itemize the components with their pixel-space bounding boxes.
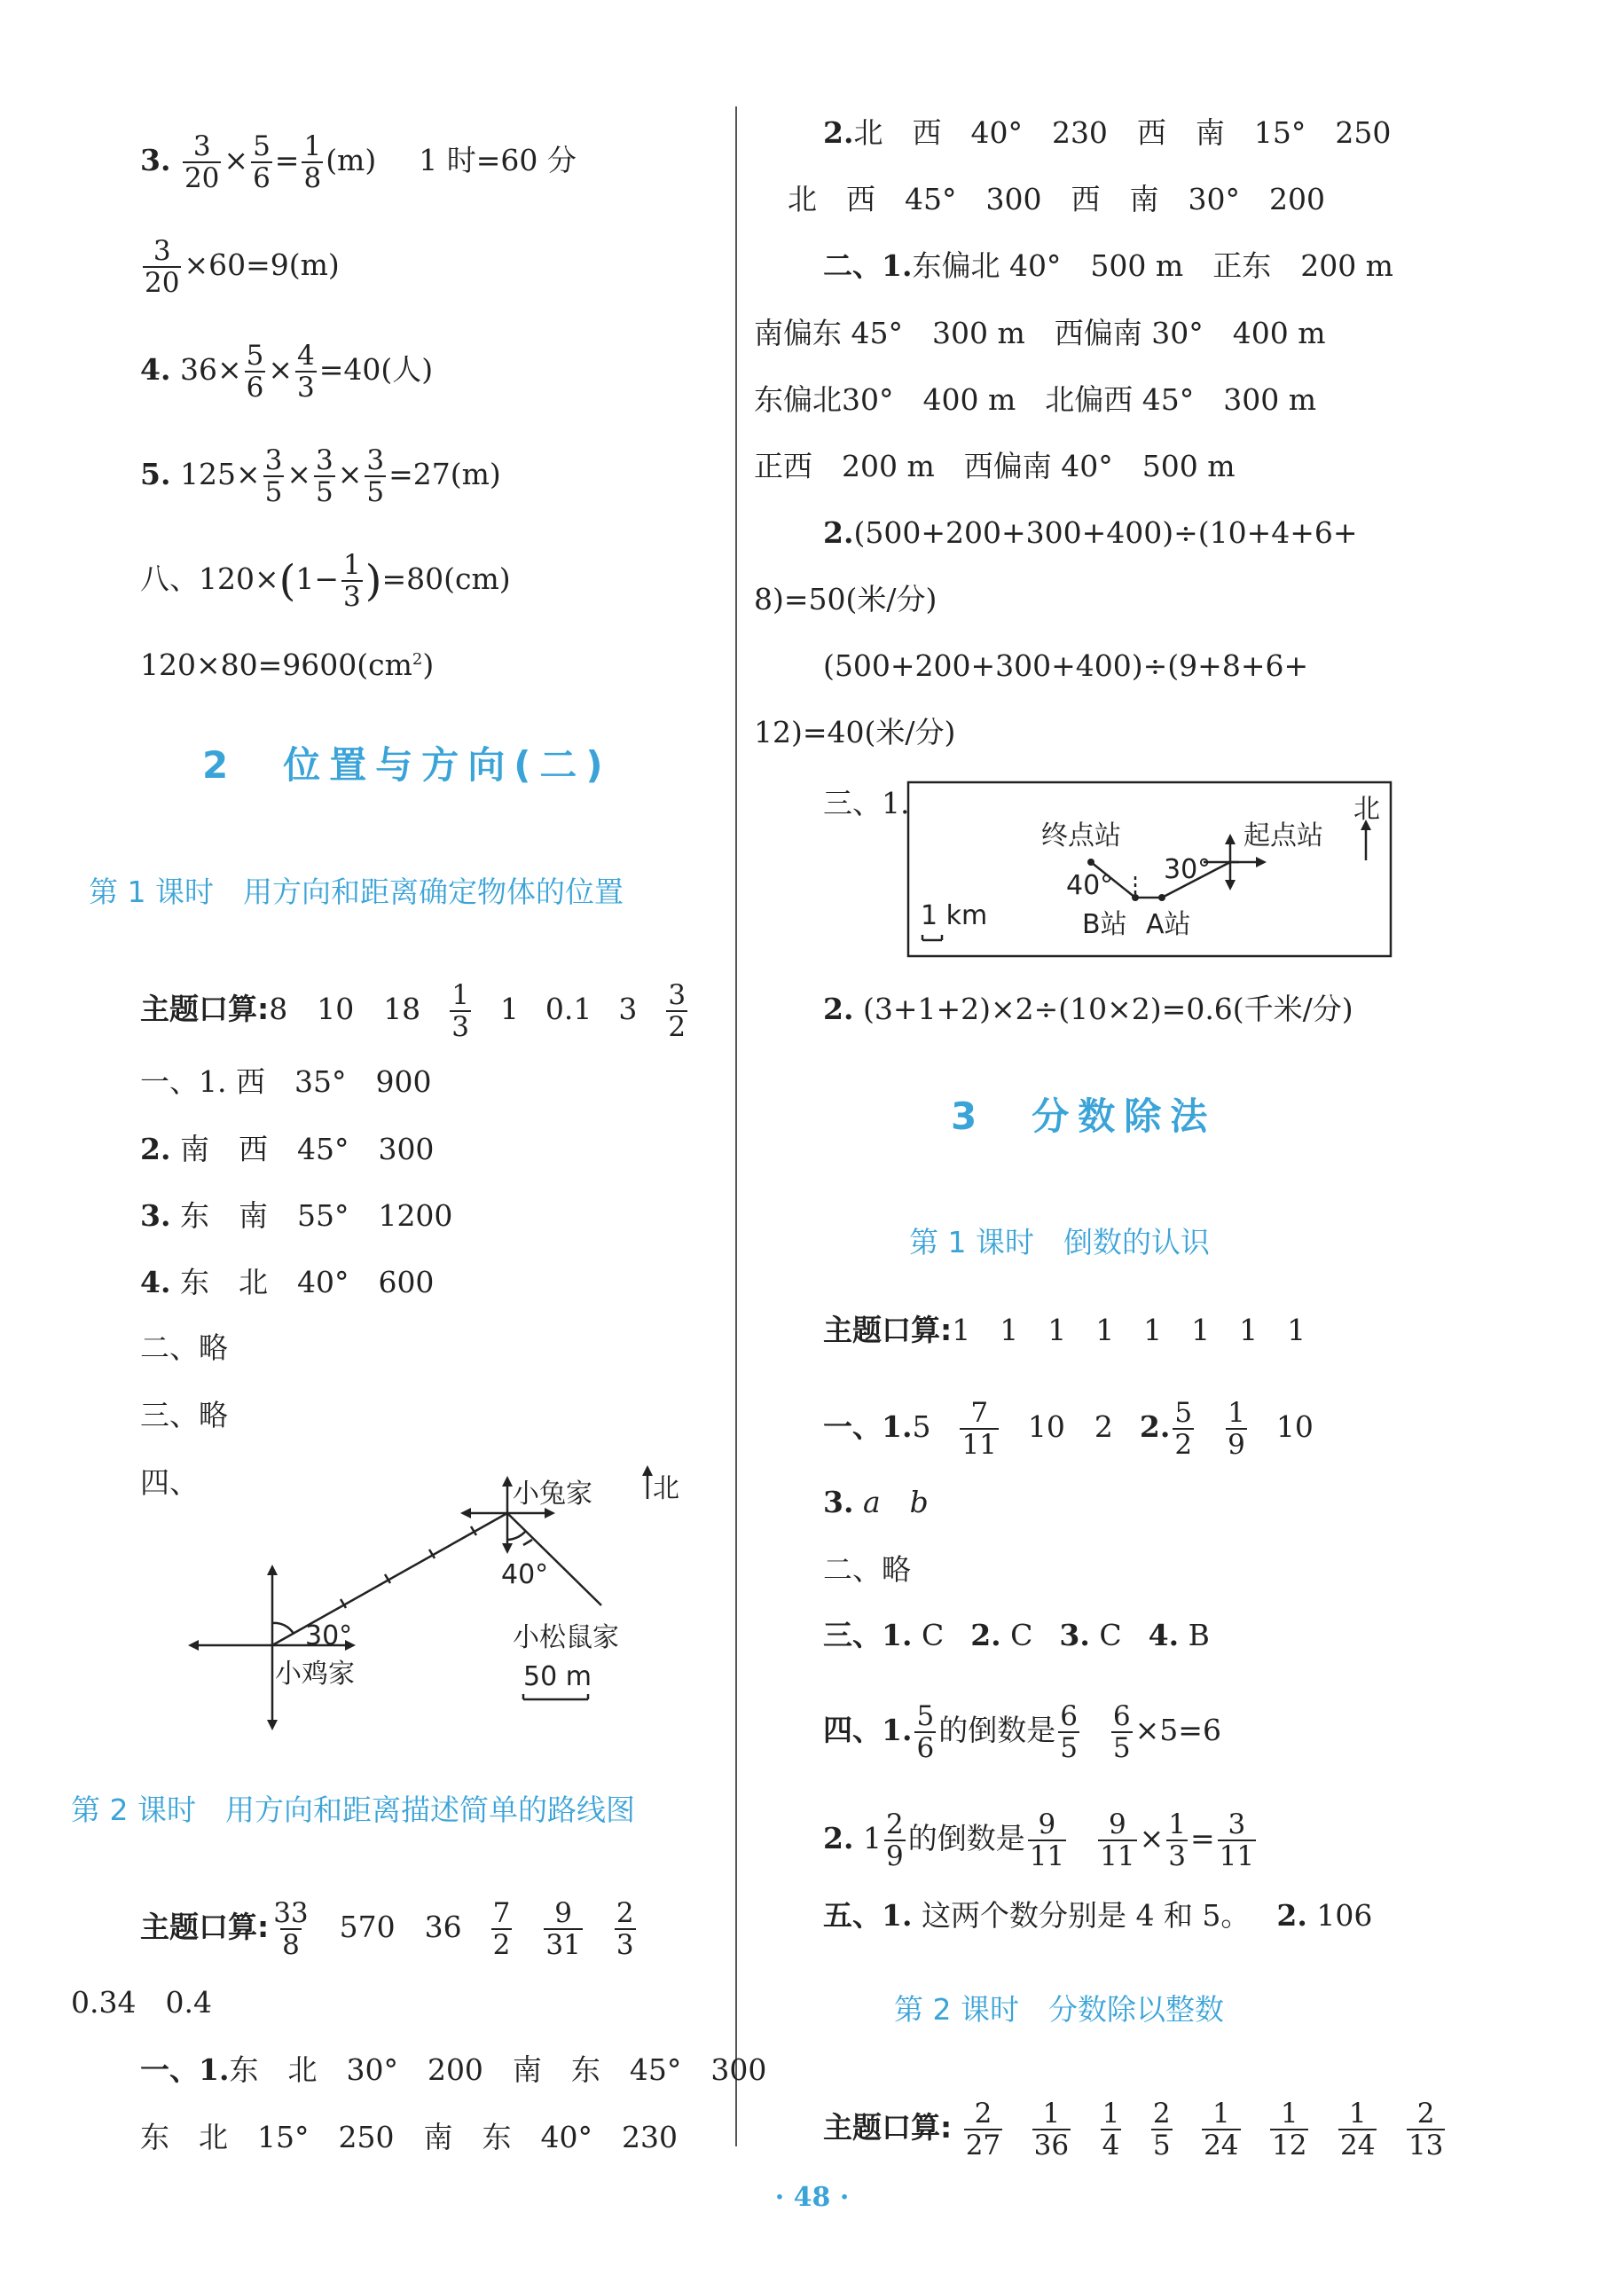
fraction: $\frac{4}{3}$ — [297, 340, 315, 404]
fraction: $\frac{1}{3}$ — [451, 979, 469, 1043]
answer-line-area: $120\times 80=9600(cm^2)$ — [140, 647, 435, 682]
label-scale: 50 m — [523, 1661, 592, 1692]
label-north: 北 — [653, 1473, 679, 1504]
fraction: $\frac{1}{9}$ — [1228, 1397, 1245, 1461]
chapter-title-3: 3 分数除法 — [951, 1094, 1217, 1138]
label-chicken-home: 小鸡家 — [275, 1659, 355, 1690]
r-line-6: 正西 200 m 西偏南 40° 500 m — [754, 449, 1236, 483]
label-end-station: 终点站 — [1041, 820, 1121, 851]
fraction: $\frac{1}{3}$ — [343, 549, 361, 613]
answer-line-8: 八、120×(1− $\frac{1}{3}$ )=80(cm) — [140, 549, 511, 613]
route-q1-line2: 东 北 15° 250 南 东 40° 230 — [140, 2120, 678, 2154]
mental-math-2-cont: 0.34 0.4 — [71, 1985, 212, 2020]
fraction: $\frac{1}{24}$ — [1339, 2098, 1376, 2161]
r-line-11: 三、1. — [823, 786, 910, 820]
fraction: $\frac{7}{11}$ — [961, 1397, 997, 1461]
fraction: $\frac{5}{6}$ — [253, 130, 271, 194]
q1-2: 2. 南 西 45° 300 — [140, 1132, 435, 1166]
page-number: · 48 · — [774, 2182, 850, 2213]
lesson-title-3: 第 1 课时 倒数的认识 — [909, 1225, 1210, 1259]
r-line-8: 8)=50(米/分) — [754, 582, 938, 616]
fraction: $\frac{2}{27}$ — [965, 2098, 1001, 2161]
mental-math-3: 主题口算:1 1 1 1 1 1 1 1 — [823, 1313, 1306, 1347]
fraction: $\frac{1}{3}$ — [1168, 1808, 1186, 1872]
lesson-title-1: 第 1 课时 用方向和距离确定物体的位置 — [89, 875, 624, 909]
fraction: $\frac{3}{11}$ — [1219, 1808, 1255, 1872]
r-line-5: 东偏北30° 400 m 北偏西 45° 300 m — [754, 382, 1317, 417]
fraction: $\frac{6}{5}$ — [1112, 1700, 1131, 1764]
fraction: $\frac{3}{20}$ — [184, 130, 220, 194]
q4: 四、 — [140, 1465, 199, 1500]
label-scale: 1 km — [921, 900, 988, 931]
r-line-4: 南偏东 45° 300 m 西偏南 30° 400 m — [754, 316, 1326, 350]
r-line-3: 二、1.东偏北 40° 500 m 正东 200 m — [823, 248, 1393, 283]
mental-math-4: 主题口算: $\frac{2}{27}$ $\frac{1}{36}$ $\frac{1}{4}$ $\frac{2}{5}$ $\frac{1}{24}$ $\frac{1}{12}$ $\frac{1}{24}$ $\frac{2}{13}$ — [823, 2098, 1444, 2161]
answer-line-3b: $\frac{3}{20}$ ×60=9(m) — [145, 235, 340, 299]
answer-line-4: 4. 36× $\frac{5}{6}$ × $\frac{4}{3}$ =40(人) — [140, 340, 434, 404]
q3: 三、略 — [140, 1398, 228, 1432]
q1-1: 一、1. 西 35° 900 — [140, 1064, 432, 1099]
answer-line-5: 5. 125× $\frac{3}{5}$ × $\frac{3}{5}$ × $\frac{3}{5}$ =27(m) — [140, 444, 501, 508]
label-north: 北 — [1353, 794, 1380, 825]
fraction: $\frac{2}{9}$ — [885, 1808, 904, 1872]
fraction: $\frac{2}{5}$ — [1152, 2098, 1171, 2161]
fraction: $\frac{3}{5}$ — [264, 444, 283, 508]
r-line-7: 2.(500+200+300+400)÷(10+4+6+ — [823, 515, 1358, 550]
fraction: $\frac{2}{3}$ — [616, 1897, 634, 1961]
map-diagram-1 — [177, 1455, 727, 1747]
fraction: $\frac{5}{6}$ — [246, 340, 264, 404]
fraction: $\frac{1}{12}$ — [1272, 2098, 1307, 2161]
label-angle-40: 40° — [501, 1559, 549, 1590]
column-divider — [735, 106, 737, 2146]
reciprocal-q5: 五、1. 这两个数分别是 4 和 5。 2. 106 — [823, 1898, 1373, 1933]
route-q1-line1: 一、1.东 北 30° 200 南 东 45° 300 — [140, 2052, 767, 2087]
label-b-station: B站 — [1082, 909, 1127, 940]
label-rabbit-home: 小兔家 — [513, 1479, 592, 1510]
fraction: $\frac{3}{5}$ — [366, 444, 385, 508]
q1-4: 4. 东 北 40° 600 — [140, 1265, 435, 1299]
reciprocal-q4-1: 四、1. $\frac{5}{6}$ 的倒数是 $\frac{6}{5}$ $\frac{6}{5}$ ×5=6 — [823, 1700, 1221, 1764]
fraction: $\frac{7}{2}$ — [492, 1897, 511, 1961]
label-start-station: 起点站 — [1243, 820, 1323, 851]
label-angle-30: 30° — [1164, 854, 1212, 885]
fraction: $\frac{5}{6}$ — [916, 1700, 935, 1764]
label-a-station: A站 — [1146, 909, 1191, 940]
reciprocal-q1: 一、1.5 $\frac{7}{11}$ 10 2 2. $\frac{5}{2}$ $\frac{1}{9}$ 10 — [823, 1397, 1314, 1461]
fraction: $\frac{3}{2}$ — [668, 979, 686, 1043]
fraction: $\frac{1}{8}$ — [303, 130, 322, 194]
fraction: $\frac{1}{4}$ — [1102, 2098, 1120, 2161]
mental-math-2: 主题口算: $\frac{33}{8}$ 570 36 $\frac{7}{2}$ $\frac{9}{31}$ $\frac{2}{3}$ — [140, 1897, 634, 1961]
fraction: $\frac{6}{5}$ — [1060, 1700, 1078, 1764]
r-line-9: (500+200+300+400)÷(9+8+6+ — [823, 648, 1309, 683]
fraction: $\frac{1}{24}$ — [1204, 2098, 1239, 2161]
r-line-1: 2.北 西 40° 230 西 南 15° 250 — [823, 115, 1392, 150]
reciprocal-q1-3: 3. a b — [823, 1485, 929, 1519]
label-angle-40: 40° — [1066, 870, 1114, 901]
lesson-title-2: 第 2 课时 用方向和距离描述简单的路线图 — [71, 1793, 635, 1827]
chapter-title-2: 2 位置与方向(二) — [202, 743, 612, 787]
r-line-10: 12)=40(米/分) — [754, 715, 956, 749]
fraction: $\frac{2}{13}$ — [1408, 2098, 1444, 2161]
reciprocal-q2: 二、略 — [823, 1552, 911, 1587]
mental-math-1: 主题口算:8 10 18 $\frac{1}{3}$ 1 0.1 3 $\frac{3}{2}$ — [140, 979, 686, 1043]
fraction: $\frac{9}{11}$ — [1100, 1808, 1135, 1872]
label-squirrel-home: 小松鼠家 — [513, 1622, 619, 1653]
route-map-diagram — [906, 781, 1394, 958]
fraction: $\frac{3}{20}$ — [145, 235, 180, 299]
fraction: $\frac{33}{8}$ — [273, 1897, 309, 1961]
q1-3: 3. 东 南 55° 1200 — [140, 1198, 453, 1233]
fraction: $\frac{9}{11}$ — [1029, 1808, 1065, 1872]
answer-line-3: 3. $\frac{3}{20}$ × $\frac{5}{6}$ = $\frac{1}{8}$ (m) 1 时=60 分 — [140, 130, 577, 194]
q2: 二、略 — [140, 1330, 228, 1365]
fraction: $\frac{1}{36}$ — [1033, 2098, 1070, 2161]
reciprocal-q3: 三、1. C 2. C 3. C 4. B — [823, 1618, 1210, 1652]
fraction: $\frac{5}{2}$ — [1174, 1397, 1193, 1461]
fraction: $\frac{9}{31}$ — [545, 1897, 581, 1961]
reciprocal-q4-2: 2. 1 $\frac{2}{9}$ 的倒数是 $\frac{9}{11}$ $\frac{9}{11}$ × $\frac{1}{3}$ = $\frac{3}{11}$ — [823, 1808, 1255, 1872]
fraction: $\frac{3}{5}$ — [315, 444, 333, 508]
r-line-2: 北 西 45° 300 西 南 30° 200 — [788, 182, 1325, 216]
label-angle-30: 30° — [305, 1620, 353, 1651]
lesson-title-4: 第 2 课时 分数除以整数 — [894, 1992, 1224, 2027]
r-line-12: 2. (3+1+2)×2÷(10×2)=0.6(千米/分) — [823, 992, 1353, 1026]
